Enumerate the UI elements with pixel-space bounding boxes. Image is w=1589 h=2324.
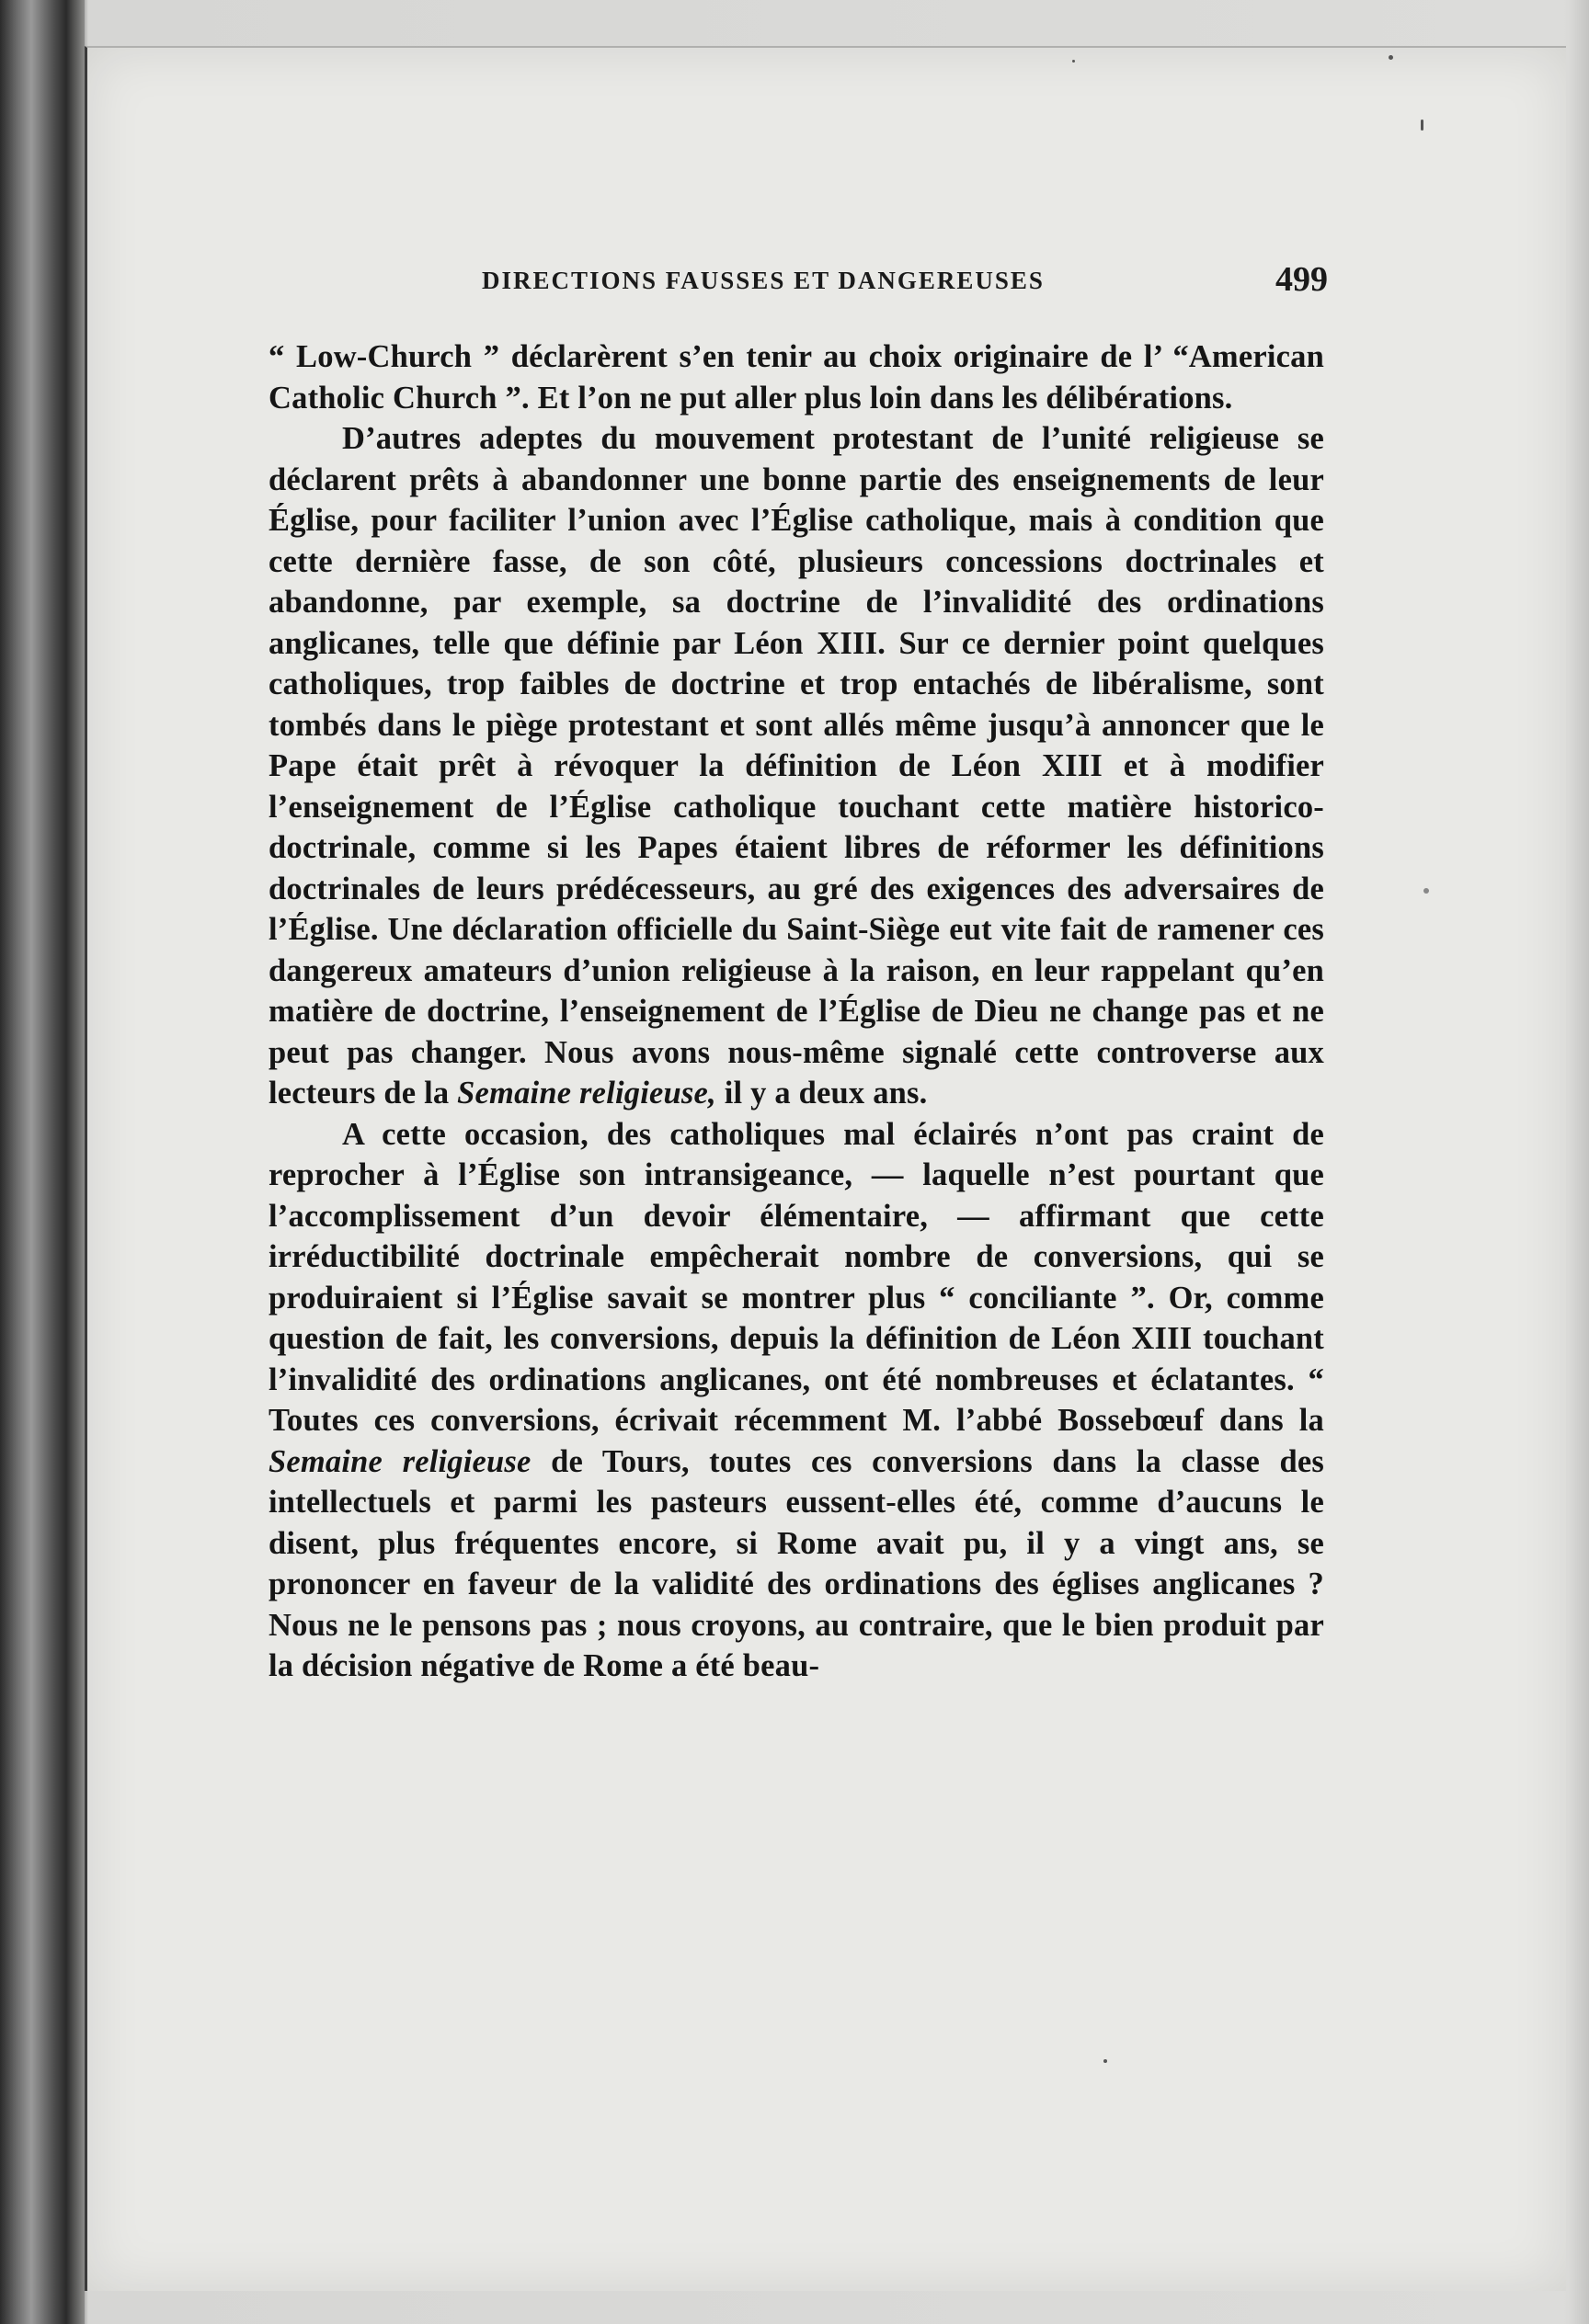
paragraph-2-italic: Semaine religieuse, [457, 1076, 716, 1111]
paragraph-3 [269, 1114, 1324, 1687]
paragraph-3-text-a: A cette occasion, des catholiques mal éclairés n’ont pas craint de reprocher à l’Église son intransigeance, — laquelle n’est pourtant que l’accomplissement d’un devoir élémentaire, — affirmant que cette irréductibilité doctrinale empêcherait nombre de conversions, qui se produiraient si l’Église savait se montrer plus “ conciliante ”. Or, comme question de fait, les conversions, depuis la définition de Léon XIII touchant l’invalidité des ordinations anglicanes, ont été nombreuses et éclatantes. “ Toutes ces conversions, écrivait récemment M. l’abbé Bossebœuf dans la [269, 1116, 1324, 1438]
page-header [482, 259, 1328, 314]
scan-speck [1423, 888, 1429, 894]
book-binding-edge [0, 0, 85, 2324]
running-head: DIRECTIONS FAUSSES ET DANGEREUSES [482, 267, 1045, 294]
paragraph-2-text: D’autres adeptes du mouvement protestant de l’unité religieuse se déclarent prêts à abandonner une bonne partie des enseignements de leur Église, pour faciliter l’union avec l’Église catholique, mais à condition que cette dernière fasse, de son côté, plusieurs concessions doctrinales et abandonne, par exemple, sa doctrine de l’invalidité des ordinations anglicanes, telle que définie par Léon XIII. Sur ce dernier point quelques catholiques, trop faibles de doctrine et trop entachés de libéralisme, sont tombés dans le piège protestant et sont allés même jusqu’à annoncer que le Pape était prêt à révoquer la définition de Léon XIII et à modifier l’enseignement de l’Église catholique touchant cette matière historico-doctrinale, comme si les Papes étaient libres de réformer les définitions doctrinales de leurs prédécesseurs, au gré des exigences des adversaires de l’Église. Une déclaration officielle du Saint-Siège eut vite fait de ramener ces dangereux amateurs d’union religieuse à la raison, en leur rappelant qu’en matière de doctrine, l’enseignement de l’Église de Dieu ne change pas et ne peut pas changer. Nous avons nous-même signalé cette controverse aux lecteurs de la [269, 421, 1324, 1111]
paragraph-3-italic: Semaine religieuse [269, 1443, 532, 1479]
paragraph-2-end: il y a deux ans. [724, 1076, 928, 1111]
scan-speck [1072, 60, 1075, 63]
page-right-shadow [1571, 0, 1589, 2324]
body-text [269, 336, 1324, 1687]
paragraph-2 [269, 418, 1324, 1114]
scan-speck [1103, 2059, 1107, 2063]
scan-speck [1421, 120, 1423, 131]
scan-speck [1389, 55, 1393, 60]
page-number: 499 [1275, 260, 1328, 299]
paragraph-1: “ Low-Church ” déclarèrent s’en tenir au choix originaire de l’ “American Catholic Church ”. Et l’on ne put aller plus loin dans les délibérations. [269, 339, 1324, 416]
paragraph-3-text-b: de Tours, toutes ces conversions dans la classe des intellectuels et parmi les pasteurs eussent-elles été, comme d’aucuns le disent, plus fréquentes encore, si Rome avait pu, il y a vingt ans, se prononcer en faveur de la validité des ordinations des églises anglicanes ? Nous ne le pensons pas ; nous croyons, au contraire, que le bien produit par la décision négative de Rome a été beau- [269, 1443, 1324, 1683]
